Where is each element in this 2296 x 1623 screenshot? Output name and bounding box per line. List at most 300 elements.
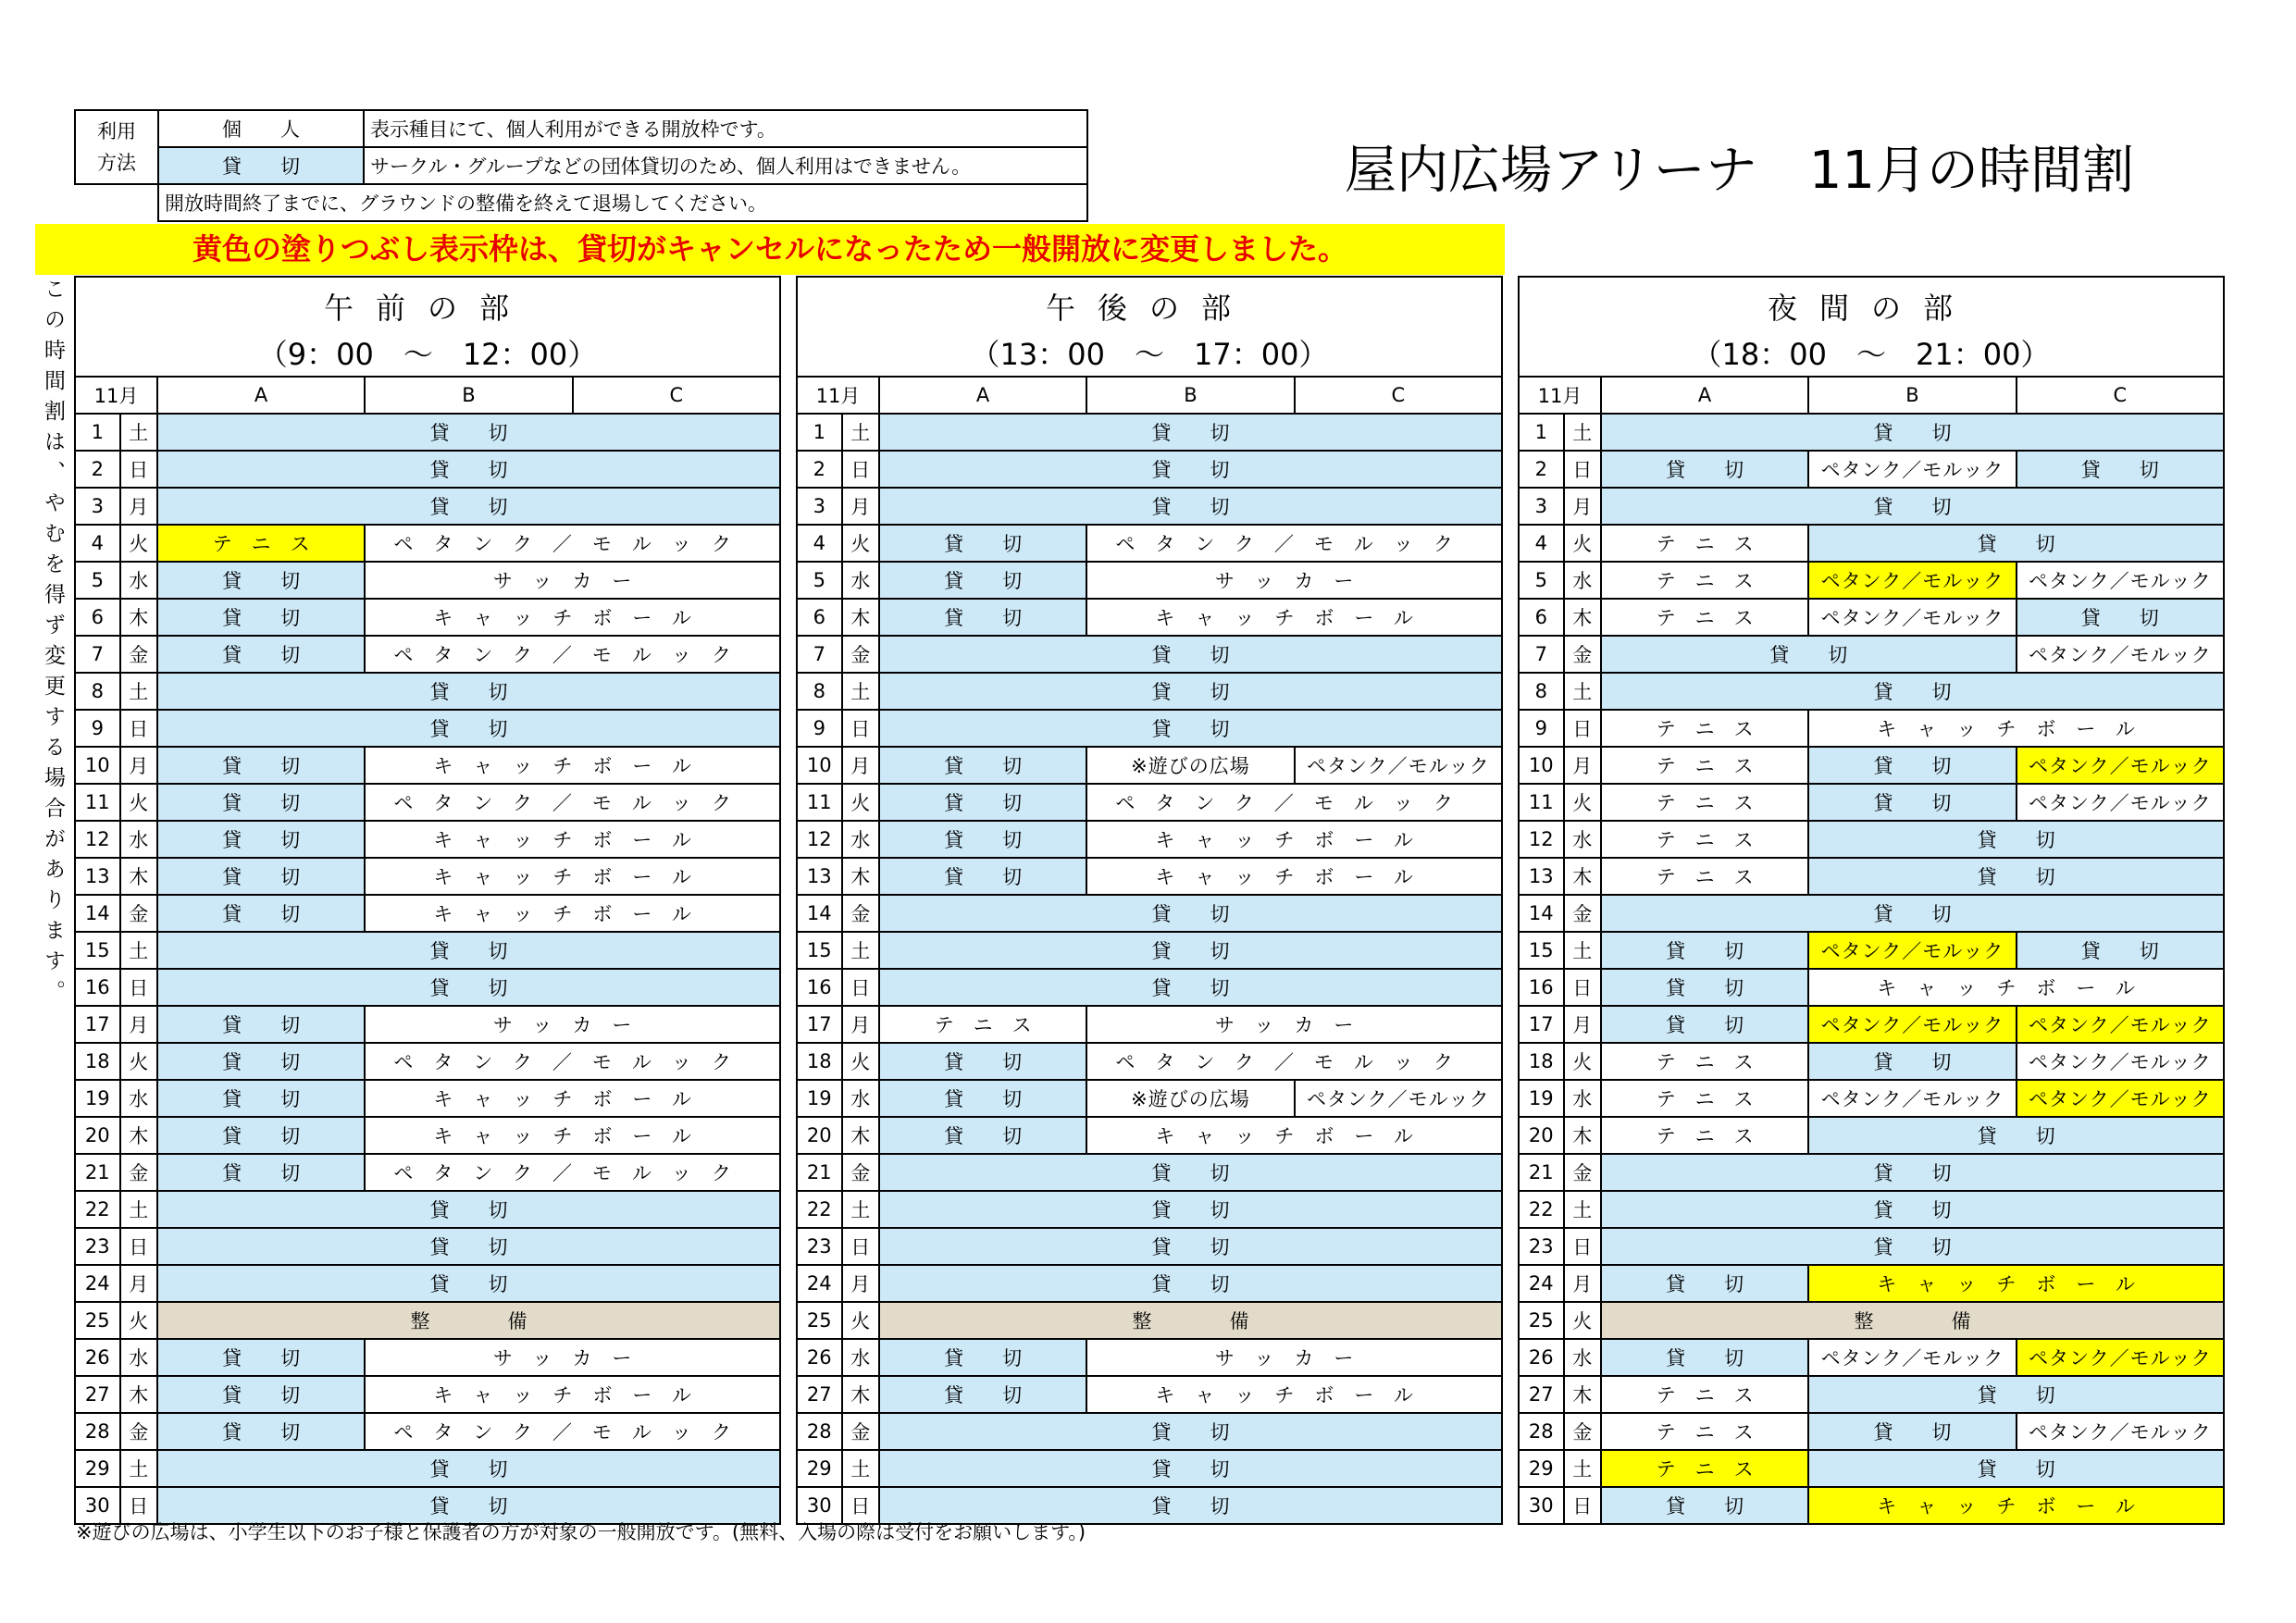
day-number: 2 <box>75 451 120 488</box>
weekday: 木 <box>120 1117 157 1154</box>
court-a-header: A <box>1601 377 1808 414</box>
schedule-cell <box>879 895 1502 932</box>
schedule-cell-text: ペタンク／モルック <box>393 1162 751 1184</box>
schedule-cell <box>157 858 365 895</box>
schedule-cell <box>2017 1080 2224 1117</box>
schedule-cell-text: ペタンク／モルック <box>2029 1051 2212 1073</box>
table-row <box>75 525 780 562</box>
schedule-cell <box>1601 525 1808 562</box>
schedule-cell <box>879 821 1086 858</box>
weekday: 金 <box>120 1413 157 1450</box>
schedule-cell <box>2017 784 2224 821</box>
schedule-cell-text: 貸 切 <box>1873 1162 1952 1184</box>
schedule-cell-text: テ ニ ス <box>1656 607 1754 629</box>
schedule-cell <box>879 1191 1502 1228</box>
day-number: 8 <box>75 673 120 710</box>
schedule-cell-text: 貸 切 <box>429 1236 508 1258</box>
table-row <box>797 747 1502 784</box>
day-number: 21 <box>797 1154 842 1191</box>
schedule-cell-text: テ ニ ス <box>1656 718 1754 740</box>
table-row <box>75 932 780 969</box>
section-name: 午前の部 <box>75 277 780 329</box>
table-row <box>1519 1191 2224 1228</box>
weekday: 木 <box>842 858 879 895</box>
schedule-cell <box>157 710 780 747</box>
schedule-cell <box>879 599 1086 636</box>
schedule-cell-text: 貸 切 <box>1151 1273 1230 1295</box>
schedule-cell <box>1808 1117 2224 1154</box>
table-row <box>75 784 780 821</box>
day-number: 9 <box>1519 710 1564 747</box>
schedule-cell <box>1808 599 2016 636</box>
section-hours: （9：00 ～ 12：00） <box>75 329 780 377</box>
table-row <box>75 1376 780 1413</box>
day-number: 20 <box>797 1117 842 1154</box>
table-row <box>1519 710 2224 747</box>
schedule-cell <box>1601 1043 1808 1080</box>
schedule-cell-text: 貸 切 <box>2080 607 2159 629</box>
schedule-cell <box>1601 562 1808 599</box>
month-header: 11月 <box>797 377 879 414</box>
schedule-cell-text: 貸 切 <box>1151 681 1230 703</box>
weekday: 月 <box>120 1265 157 1302</box>
weekday: 日 <box>120 710 157 747</box>
table-row <box>75 1228 780 1265</box>
schedule-cell <box>1086 1080 1294 1117</box>
day-number: 18 <box>1519 1043 1564 1080</box>
schedule-cell <box>879 1228 1502 1265</box>
day-number: 18 <box>75 1043 120 1080</box>
table-row <box>75 1450 780 1487</box>
day-number: 3 <box>1519 488 1564 525</box>
day-number: 17 <box>1519 1006 1564 1043</box>
table-row <box>797 1228 1502 1265</box>
schedule-cell <box>1808 821 2224 858</box>
schedule-cell-text: テ ニ ス <box>1656 1051 1754 1073</box>
schedule-cell-text: サッカー <box>492 1347 652 1369</box>
table-row <box>797 1302 1502 1339</box>
weekday: 月 <box>120 488 157 525</box>
schedule-cell <box>879 451 1502 488</box>
schedule-cell-text: 貸 切 <box>1151 1236 1230 1258</box>
day-number: 1 <box>75 414 120 451</box>
schedule-cell <box>2017 932 2224 969</box>
table-row <box>1519 562 2224 599</box>
schedule-cell <box>1295 1080 1502 1117</box>
schedule-cell <box>2017 1339 2224 1376</box>
schedule-cell <box>1808 525 2224 562</box>
schedule-cell-text: 整 備 <box>410 1310 527 1332</box>
day-number: 23 <box>75 1228 120 1265</box>
schedule-cell-text: キャッチボール <box>1877 1495 2155 1518</box>
schedule-cell-text: キャッチボール <box>1155 1384 1433 1406</box>
schedule-cell-text: サッカー <box>1214 1347 1374 1369</box>
schedule-cell-text: 貸 切 <box>1873 755 1952 777</box>
weekday: 水 <box>120 562 157 599</box>
schedule-cell-text: 貸 切 <box>2080 940 2159 962</box>
schedule-cell <box>365 784 780 821</box>
day-number: 3 <box>75 488 120 525</box>
weekday: 火 <box>120 784 157 821</box>
weekday: 木 <box>1564 858 1601 895</box>
schedule-cell-text: キャッチボール <box>433 1125 712 1147</box>
schedule-cell <box>1808 784 2016 821</box>
schedule-cell-text: 貸 切 <box>1977 1125 2055 1147</box>
schedule-cell-text: キャッチボール <box>433 607 712 629</box>
schedule-cell-text: ペタンク／モルック <box>2029 1347 2212 1369</box>
day-number: 23 <box>1519 1228 1564 1265</box>
schedule-cell <box>1808 1413 2016 1450</box>
schedule-cell-text: 貸 切 <box>429 718 508 740</box>
schedule-cell-text: 貸 切 <box>429 496 508 518</box>
table-row <box>1519 932 2224 969</box>
schedule-cell <box>365 1080 780 1117</box>
schedule-cell <box>1601 451 1808 488</box>
table-row <box>75 710 780 747</box>
day-number: 28 <box>797 1413 842 1450</box>
day-number: 10 <box>75 747 120 784</box>
notice-banner: 黄色の塗りつぶし表示枠は、貸切がキャンセルになったため一般開放に変更しました。 <box>35 224 1505 275</box>
schedule-cell <box>879 636 1502 673</box>
schedule-cell-text: 貸 切 <box>1873 903 1952 925</box>
schedule-cell <box>1601 1413 1808 1450</box>
schedule-cell <box>1601 1376 1808 1413</box>
schedule-cell <box>1808 1376 2224 1413</box>
schedule-cell-text: 貸 切 <box>1873 422 1952 444</box>
legend-desc-kojin: 表示種目にて、個人利用ができる開放枠です。 <box>364 110 1087 147</box>
schedule-cell-text: ペタンク／モルック <box>1307 755 1490 777</box>
day-number: 28 <box>75 1413 120 1450</box>
schedule-cell <box>1808 932 2016 969</box>
weekday: 土 <box>1564 1191 1601 1228</box>
day-number: 2 <box>1519 451 1564 488</box>
schedule-cell-text: 貸 切 <box>1151 718 1230 740</box>
schedule-cell <box>365 1413 780 1450</box>
schedule-cell-text: 貸 切 <box>944 866 1023 888</box>
day-number: 29 <box>1519 1450 1564 1487</box>
schedule-cell <box>879 784 1086 821</box>
schedule-cell-text: 貸 切 <box>1151 422 1230 444</box>
schedule-cell-text: ペタンク／モルック <box>2029 755 2212 777</box>
table-row <box>75 636 780 673</box>
weekday: 金 <box>120 636 157 673</box>
schedule-cell-text: テ ニ ス <box>1656 1421 1754 1443</box>
schedule-cell-text: 貸 切 <box>1873 496 1952 518</box>
table-row <box>75 1154 780 1191</box>
schedule-cell <box>365 599 780 636</box>
day-number: 25 <box>75 1302 120 1339</box>
schedule-cell-text: ペタンク／モルック <box>1820 1014 2004 1036</box>
weekday: 月 <box>842 747 879 784</box>
day-number: 5 <box>75 562 120 599</box>
schedule-cell-text: キャッチボール <box>433 866 712 888</box>
schedule-cell-text: テ ニ ス <box>1656 570 1754 592</box>
schedule-cell-text: 貸 切 <box>222 1384 301 1406</box>
day-number: 4 <box>1519 525 1564 562</box>
schedule-cell-text: キャッチボール <box>433 829 712 851</box>
weekday: 日 <box>842 1487 879 1524</box>
day-number: 21 <box>1519 1154 1564 1191</box>
schedule-cell-text: 貸 切 <box>429 459 508 481</box>
weekday: 土 <box>842 932 879 969</box>
schedule-cell-text: テ ニ ス <box>1656 533 1754 555</box>
schedule-cell-text: 貸 切 <box>944 1088 1023 1110</box>
schedule-cell-text: キャッチボール <box>1877 718 2155 740</box>
table-row <box>797 1006 1502 1043</box>
table-row <box>75 1006 780 1043</box>
schedule-cell <box>2017 1413 2224 1450</box>
legend-key-kashikiri: 貸 切 <box>158 147 364 184</box>
section-name: 夜間の部 <box>1519 277 2224 329</box>
weekday: 土 <box>1564 414 1601 451</box>
schedule-cell <box>157 1080 365 1117</box>
weekday: 水 <box>120 1080 157 1117</box>
schedule-cell-text: 貸 切 <box>1977 1384 2055 1406</box>
day-number: 5 <box>797 562 842 599</box>
schedule-cell-text: テ ニ ス <box>1656 1088 1754 1110</box>
weekday: 水 <box>842 1080 879 1117</box>
schedule-cell <box>365 1043 780 1080</box>
schedule-cell-text: ペタンク／モルック <box>2029 1014 2212 1036</box>
usage-legend <box>74 109 1088 222</box>
schedule-cell-text: サッカー <box>1214 1014 1374 1036</box>
table-row <box>797 599 1502 636</box>
schedule-cell-text: 貸 切 <box>222 607 301 629</box>
weekday: 月 <box>120 1006 157 1043</box>
court-a-header: A <box>157 377 365 414</box>
schedule-cell <box>1601 821 1808 858</box>
schedule-cell <box>157 821 365 858</box>
table-row <box>797 1376 1502 1413</box>
schedule-cell <box>1808 858 2224 895</box>
footnote: ※遊びの広場は、小学生以下のお子様と保護者の方が対象の一般開放です。(無料、入場の際は受付をお願いします。) <box>76 1521 1086 1543</box>
schedule-cell <box>365 636 780 673</box>
schedule-cell <box>157 1006 365 1043</box>
schedule-cell <box>157 1265 780 1302</box>
schedule-cell-text: 貸 切 <box>944 829 1023 851</box>
day-number: 13 <box>1519 858 1564 895</box>
weekday: 土 <box>1564 673 1601 710</box>
day-number: 22 <box>797 1191 842 1228</box>
day-number: 24 <box>797 1265 842 1302</box>
schedule-cell <box>1086 1339 1502 1376</box>
weekday: 土 <box>842 414 879 451</box>
day-number: 24 <box>1519 1265 1564 1302</box>
day-number: 26 <box>75 1339 120 1376</box>
table-row <box>1519 636 2224 673</box>
schedule-cell <box>2017 562 2224 599</box>
month-header: 11月 <box>1519 377 1601 414</box>
schedule-cell <box>1601 895 2224 932</box>
schedule-cell-text: 貸 切 <box>222 1125 301 1147</box>
table-row <box>797 858 1502 895</box>
schedule-cell <box>1808 710 2224 747</box>
schedule-cell-text: 貸 切 <box>1977 1458 2055 1481</box>
schedule-cell <box>1601 932 1808 969</box>
schedule-cell-text: 貸 切 <box>1151 903 1230 925</box>
table-row <box>1519 599 2224 636</box>
schedule-cell <box>879 673 1502 710</box>
day-number: 24 <box>75 1265 120 1302</box>
schedule-cell <box>1601 969 1808 1006</box>
day-number: 30 <box>1519 1487 1564 1524</box>
weekday: 土 <box>120 673 157 710</box>
table-row <box>75 488 780 525</box>
day-number: 6 <box>75 599 120 636</box>
day-number: 4 <box>75 525 120 562</box>
schedule-cell <box>1086 1043 1502 1080</box>
weekday: 日 <box>120 1487 157 1524</box>
schedule-cell <box>1601 414 2224 451</box>
day-number: 29 <box>75 1450 120 1487</box>
table-row <box>75 1339 780 1376</box>
table-row <box>75 969 780 1006</box>
schedule-cell-text: 貸 切 <box>1151 1162 1230 1184</box>
table-row <box>1519 1302 2224 1339</box>
schedule-cell <box>1808 1339 2016 1376</box>
schedule-cell-text: 整 備 <box>1132 1310 1249 1332</box>
schedule-cell-text: ペタンク／モルック <box>393 644 751 666</box>
day-number: 27 <box>797 1376 842 1413</box>
schedule-cell <box>1086 599 1502 636</box>
weekday: 日 <box>1564 1228 1601 1265</box>
side-note: この時間割は、やむを得ず変更する場合があります。 <box>41 278 65 1010</box>
schedule-cell-text: 貸 切 <box>1666 1347 1744 1369</box>
table-row <box>1519 969 2224 1006</box>
weekday: 火 <box>842 784 879 821</box>
schedule-cell-text: 貸 切 <box>1151 977 1230 999</box>
table-row <box>797 1117 1502 1154</box>
weekday: 日 <box>842 1228 879 1265</box>
weekday: 金 <box>842 895 879 932</box>
schedule-cell <box>1601 1080 1808 1117</box>
schedule-cell-text: 貸 切 <box>1151 1458 1230 1481</box>
weekday: 木 <box>1564 1376 1601 1413</box>
weekday: 水 <box>1564 1339 1601 1376</box>
schedule-cell-text: 貸 切 <box>1873 1421 1952 1443</box>
weekday: 木 <box>842 1376 879 1413</box>
schedule-cell-text: 貸 切 <box>1151 1421 1230 1443</box>
usage-method-label <box>75 110 158 184</box>
schedule-cell <box>2017 451 2224 488</box>
schedule-cell <box>1601 1450 1808 1487</box>
schedule-cell-text: ペタンク／モルック <box>1820 1347 2004 1369</box>
schedule-cell <box>1808 969 2224 1006</box>
schedule-cell <box>879 969 1502 1006</box>
table-row <box>1519 1043 2224 1080</box>
table-row <box>75 673 780 710</box>
weekday: 土 <box>120 414 157 451</box>
schedule-cell <box>2017 1043 2224 1080</box>
day-number: 26 <box>1519 1339 1564 1376</box>
schedule-cell-text: 貸 切 <box>429 977 508 999</box>
schedule-cell-text: 貸 切 <box>222 1421 301 1443</box>
schedule-afternoon <box>796 276 1503 1525</box>
weekday: 水 <box>1564 821 1601 858</box>
weekday: 土 <box>120 932 157 969</box>
schedule-cell <box>1601 488 2224 525</box>
schedule-cell <box>879 414 1502 451</box>
weekday: 水 <box>842 821 879 858</box>
schedule-cell-text: 貸 切 <box>222 1014 301 1036</box>
schedule-cell-text: テ ニ ス <box>1656 1125 1754 1147</box>
table-row <box>797 636 1502 673</box>
weekday: 土 <box>120 1191 157 1228</box>
day-number: 7 <box>1519 636 1564 673</box>
weekday: 木 <box>120 1376 157 1413</box>
table-row <box>797 1265 1502 1302</box>
day-number: 6 <box>1519 599 1564 636</box>
table-row <box>75 414 780 451</box>
table-row <box>797 710 1502 747</box>
weekday: 火 <box>1564 525 1601 562</box>
schedule-cell <box>157 673 780 710</box>
table-row <box>75 858 780 895</box>
schedule-cell-text: 貸 切 <box>1151 644 1230 666</box>
schedule-cell-text: 貸 切 <box>1666 459 1744 481</box>
schedule-cell-text: ペタンク／モルック <box>1820 940 2004 962</box>
schedule-cell-text: キャッチボール <box>433 903 712 925</box>
schedule-cell-text: サッカー <box>492 1014 652 1036</box>
weekday: 金 <box>1564 636 1601 673</box>
weekday: 月 <box>842 488 879 525</box>
schedule-cell-text: 貸 切 <box>1873 1236 1952 1258</box>
schedule-cell-text: 貸 切 <box>944 1051 1023 1073</box>
schedule-cell <box>879 1154 1502 1191</box>
schedule-cell-text: ペタンク／モルック <box>393 1051 751 1073</box>
schedule-cell <box>1601 1117 1808 1154</box>
schedule-cell <box>365 1376 780 1413</box>
schedule-cell <box>365 1006 780 1043</box>
schedule-cell <box>157 1154 365 1191</box>
weekday: 水 <box>1564 1080 1601 1117</box>
schedule-cell <box>157 562 365 599</box>
table-row <box>797 1339 1502 1376</box>
table-row <box>75 562 780 599</box>
schedule-cell-text: テ ニ ス <box>934 1014 1032 1036</box>
table-row <box>75 1043 780 1080</box>
schedule-cell-text: ペタンク／モルック <box>1820 570 2004 592</box>
schedule-cell-text: ペタンク／モルック <box>1307 1088 1490 1110</box>
schedule-cell-text: 貸 切 <box>429 1199 508 1221</box>
weekday: 木 <box>842 599 879 636</box>
schedule-cell <box>879 1413 1502 1450</box>
schedule-cell <box>879 1265 1502 1302</box>
schedule-cell <box>1601 784 1808 821</box>
weekday: 月 <box>1564 488 1601 525</box>
schedule-cell <box>1295 747 1502 784</box>
day-number: 11 <box>1519 784 1564 821</box>
schedule-cell-text: 貸 切 <box>1666 1014 1744 1036</box>
table-row <box>797 969 1502 1006</box>
day-number: 8 <box>797 673 842 710</box>
day-number: 10 <box>1519 747 1564 784</box>
weekday: 火 <box>120 525 157 562</box>
weekday: 火 <box>1564 1043 1601 1080</box>
schedule-cell <box>1601 710 1808 747</box>
weekday: 火 <box>842 525 879 562</box>
day-number: 20 <box>75 1117 120 1154</box>
schedule-cell-text: 貸 切 <box>1666 1273 1744 1295</box>
table-row <box>797 562 1502 599</box>
schedule-cell <box>157 932 780 969</box>
schedule-cell-text: ペタンク／モルック <box>393 533 751 555</box>
day-number: 9 <box>797 710 842 747</box>
day-number: 17 <box>797 1006 842 1043</box>
schedule-cell-text: テ ニ ス <box>1656 829 1754 851</box>
schedule-cell-text: キャッチボール <box>1155 1125 1433 1147</box>
schedule-cell-text: キャッチボール <box>1155 829 1433 851</box>
